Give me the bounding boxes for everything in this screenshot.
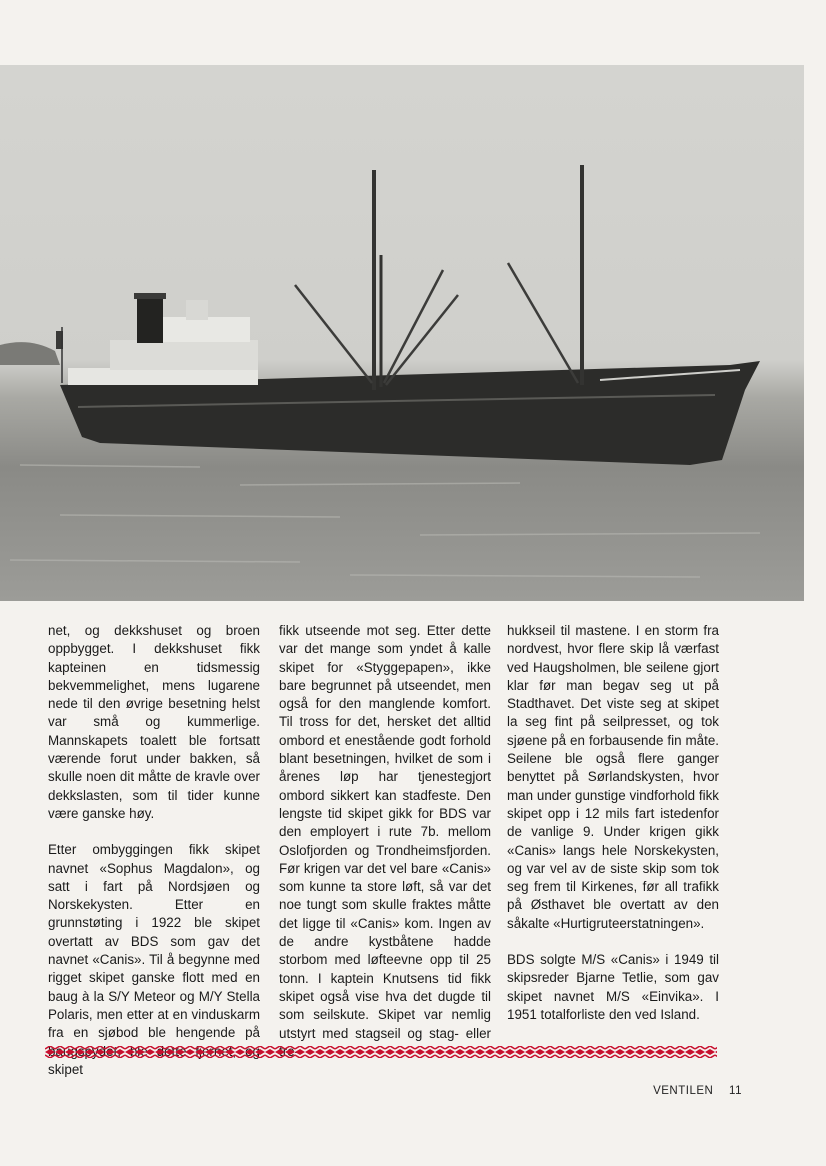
ship-masts <box>374 165 582 390</box>
decorative-border <box>45 1046 717 1058</box>
paragraph: hukkseil til mastene. I en storm fra nordvest, hvor flere skip lå værfast ved Haugsholmen, ble seilene gjort klar før man begav seg ut på Stadthavet. Det viste seg at skipet la seg fint på seilpresset, og tok sjøene på en forbausende fin måte. Seilene ble også flere ganger benyttet på Sørlandskysten, hvor man under gunstige vindforhold fikk skipet opp i 12 mils fart istedenfor de vanlige 9. Under krigen gikk «Canis» langs hele Norskekysten, og var vel av de siste skip som tok seg frem til Kirkenes, før all trafikk på Østhavet ble overtatt av den såkalte «Hurtigruteerstatningen». <box>507 623 719 931</box>
page-number: 11 <box>729 1085 742 1097</box>
ship-illustration <box>0 65 804 601</box>
paragraph: net, og dekkshuset og broen oppbygget. I dekkshuset fikk kapteinen en tidsmessig bekvemmelighet, mens lugarene nede til den øvrige besetning helst var små og kummerlige. Mannskapets toalett ble fortsatt værende forut under bakken, så skulle noen dit måtte de kravle over dekkslasten, som til tider kunne være ganske høy. <box>48 623 260 821</box>
magazine-name: VENTILEN <box>653 1085 714 1097</box>
water-ripples <box>10 465 760 577</box>
paragraph: fikk utseende mot seg. Etter dette var det mange som yndet å kalle skipet for «Styggepapen», ikke bare begrunnet på utseendet, men også for den manglende komfort. Til tross for det, hersket det alltid ombord et enestående godt forhold blant besetningen, hvilket de som i årenes løp har tjenestegjort ombord sikkert kan stadfeste. Den lengste tid skipet gikk for BDS var den employert i rute 7b. mellom Oslofjorden og Trondheimsfjorden. Før krigen var det vel bare «Canis» som kunne ta store løft, så var det noe tungt som skulle fraktes måtte det ligge til «Canis» kom. Ingen av de andre kystbåtene hadde storbom med løfteevne opp til 25 tonn. I kaptein Knutsens tid fikk skipet også vise hva det dugde til som seilskute. Skipet var nemlig utstyrt med stagseil og stag- eller <box>279 623 491 1041</box>
text-column-3 <box>507 622 719 1024</box>
ship-photo <box>0 65 804 601</box>
ship-funnel <box>137 293 163 343</box>
ship-deckhouse <box>68 368 258 385</box>
ship-derricks <box>295 263 578 385</box>
page-footer <box>653 1085 742 1097</box>
paragraph: Etter ombyggingen fikk skipet navnet «Sophus Magdalon», og satt i fart på Nordsjøen og Norskekysten. Etter en grunnstøting i 1922 ble skipet overtatt av BDS som gav det navnet «Canis». Til å begynne med rigget skipet ganske flott med en baug à la S/Y Meteor og M/Y Stella Polaris, men etter at en vinduskarm fra en sjøbod ble hengende på skipet <box>48 842 260 1077</box>
paragraph: BDS solgte M/S «Canis» i 1949 til skipsreder Bjarne Tetlie, som gav skipet navnet M/S «Einvika». I 1951 totalforliste den ved Island. <box>507 952 719 1022</box>
distant-hill <box>0 342 60 365</box>
text-column-1 <box>48 622 260 1079</box>
text-column-2 <box>279 622 491 1061</box>
